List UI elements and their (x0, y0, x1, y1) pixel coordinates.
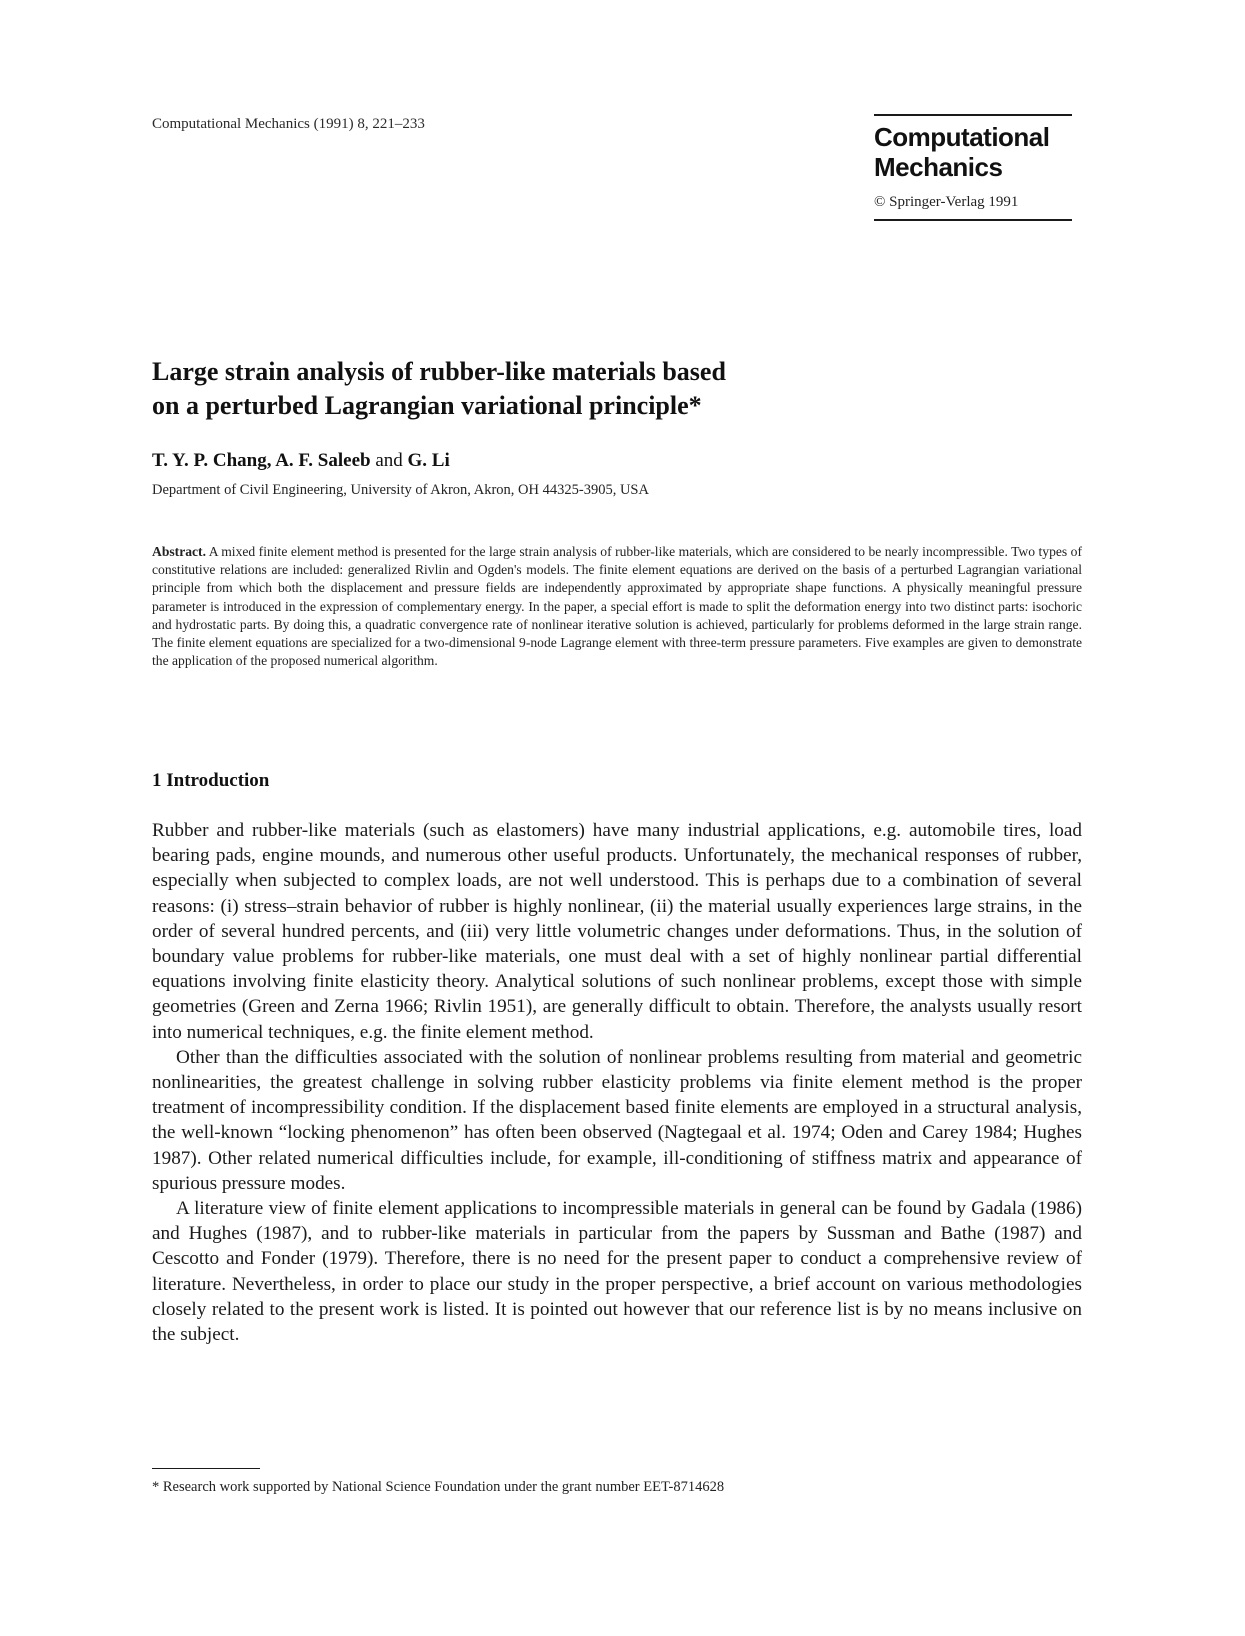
journal-masthead (874, 114, 1074, 221)
introduction-paragraph: Rubber and rubber-like materials (such as elastomers) have many industrial applications, e.g. automobile tires, load bearing pads, engine mounds, and numerous other useful products. Unfortunately, the mechanical responses of rubber, especially when subjected to complex loads, are not well understood. This is perhaps due to a combination of several reasons: (i) stress–strain behavior of rubber is highly nonlinear, (ii) the material usually experiences large strains, in the order of several hundred percents, and (iii) very little volumetric changes under deformations. Thus, in the solution of boundary value problems for rubber-like materials, one must deal with a set of highly nonlinear partial differential equations involving finite elasticity theory. Analytical solutions of such nonlinear problems, except those with simple geometries (Green and Zerna 1966; Rivlin 1951), are generally difficult to obtain. Therefore, the analysts usually resort into numerical techniques, e.g. the finite element method. (152, 820, 1082, 1043)
masthead-top-rule (874, 114, 1072, 116)
author-conjunction: and (375, 450, 403, 471)
paper-title-line1: Large strain analysis of rubber-like materials based (152, 357, 726, 386)
masthead-title (874, 122, 1074, 182)
masthead-bottom-rule (874, 219, 1072, 221)
introduction-paragraph: Other than the difficulties associated with the solution of nonlinear problems resulting from material and geometric nonlinearities, the greatest challenge in solving rubber elasticity problems via finite element method is the proper treatment of incompressibility condition. If the displacement based finite elements are employed in a structural analysis, the well-known “locking phenomenon” has often been observed (Nagtegaal et al. 1974; Oden and Carey 1984; Hughes 1987). Other related numerical difficulties include, for example, ill-conditioning of stiffness matrix and appearance of spurious pressure modes. (152, 1046, 1082, 1194)
abstract-label: Abstract. (152, 544, 206, 559)
author-list (152, 450, 450, 472)
introduction-paragraph: A literature view of finite element applications to incompressible materials in general can be found by Gadala (1986) and Hughes (1987), and to rubber-like materials in particular from the papers by Sussman and Bathe (1987) and Cescotto and Fonder (1979). Therefore, there is no need for the present paper to conduct a comprehensive review of literature. Nevertheless, in order to place our study in the proper perspective, a brief account on various methodologies closely related to the present work is listed. It is pointed out however that our reference list is by no means inclusive on the subject. (152, 1198, 1082, 1346)
footnote: * Research work supported by National Science Foundation under the grant number EET-8714628 (152, 1479, 725, 1495)
author-names: T. Y. P. Chang, A. F. Saleeb (152, 450, 371, 471)
copyright-notice: © Springer-Verlag 1991 (874, 194, 1019, 210)
author-last: G. Li (407, 450, 450, 471)
footnote-divider (152, 1468, 260, 1469)
abstract (152, 543, 1082, 670)
section-heading-introduction: 1 Introduction (152, 770, 270, 791)
paper-title-line2: on a perturbed Lagrangian variational principle* (152, 391, 702, 420)
author-affiliation: Department of Civil Engineering, University of Akron, Akron, OH 44325-3905, USA (152, 482, 649, 498)
masthead-title-line1: Computational (874, 122, 1050, 152)
masthead-title-line2: Mechanics (874, 152, 1003, 182)
abstract-text: A mixed finite element method is presented for the large strain analysis of rubber-like materials, which are considered to be nearly incompressible. Two types of constitutive relations are included: generalized Rivlin and Ogden's models. The finite element equations are derived on the basis of a perturbed Lagrangian variational principle from which both the displacement and pressure fields are independently approximated by appropriate shape functions. A physically meaningful pressure parameter is introduced in the expression of complementary energy. In the paper, a special effort is made to split the deformation energy into two distinct parts: isochoric and hydrostatic parts. By doing this, a quadratic convergence rate of nonlinear iterative solution is achieved, particularly for problems deformed in the large strain range. The finite element equations are specialized for a two-dimensional 9-node Lagrange element with three-term pressure parameters. Five examples are given to demonstrate the application of the proposed numerical algorithm. (152, 544, 1082, 669)
introduction-body (152, 818, 1082, 1347)
paper-title (152, 355, 872, 423)
journal-reference: Computational Mechanics (1991) 8, 221–233 (152, 116, 425, 132)
